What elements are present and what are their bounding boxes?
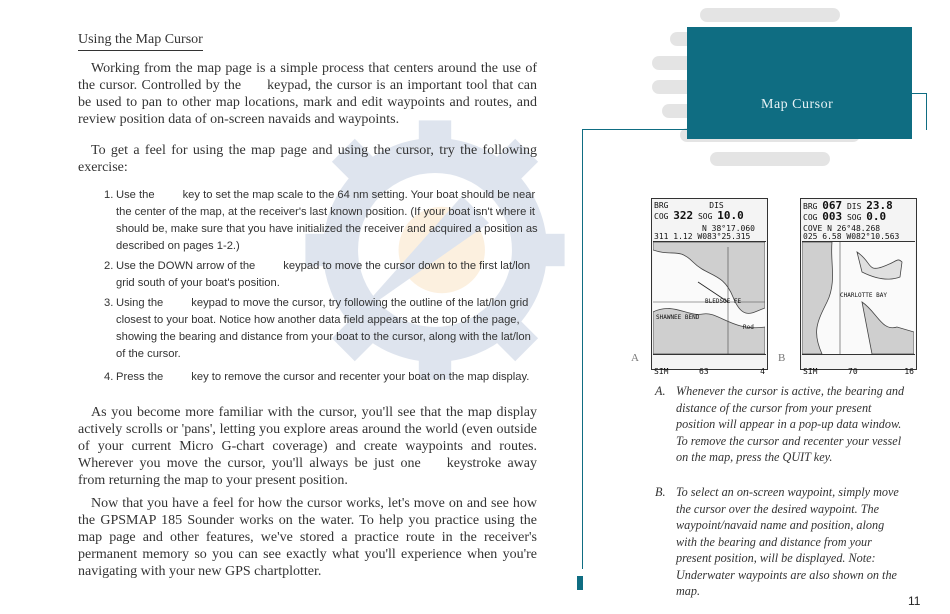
caption-b: [655, 484, 907, 600]
bracket-rule: [582, 129, 687, 130]
bracket-corner: [912, 93, 927, 130]
cog-value: 322: [673, 209, 694, 222]
step-item: [104, 258, 539, 292]
section-heading: Using the Map Cursor: [78, 32, 203, 51]
cursor-text-a: As you become more familiar with the cursor, you'll see that the map display actively scrolls or 'pans', letting you explore areas around the world (even outside of your current Micro G-chart coverage) and create waypoints and routes. Wherever you move the cursor, you'll always be just one: [78, 405, 537, 471]
step-number: 3.: [104, 297, 114, 309]
waypoint-brg: 025: [803, 232, 818, 241]
steps-list: [104, 187, 539, 389]
map-label: CHARLOTTE BAY: [840, 292, 887, 299]
sog-label: SOG: [846, 213, 862, 222]
gps-screen-b: [800, 198, 917, 376]
waypoint-dis: 6.58: [822, 232, 842, 241]
exercise-text: To get a feel for using the map page and using the cursor, try the following exercise:: [78, 143, 537, 175]
map-label: Rod: [743, 324, 754, 331]
step-number: 1.: [104, 189, 114, 201]
cursor-paragraph: [78, 404, 537, 489]
sidebar-title-box: [687, 27, 912, 139]
practice-text: Now that you have a feel for how the cursor works, let's move on and see how the GPSMAP 185 Sounder works on the water. To help you practice using the map page and other features, we've stored a practice route in the receiver's permanent memory so you can see exactly what you'll experience when you're navigating with your new GPS chartplotter.: [78, 496, 537, 579]
step-text-b: key to set the map scale to the 64 nm setting. Your boat should be near the center of the map, at the receiver's last known position. (If your boat isn't where it should be, make sure that you have initialized the receiver and acquired a position as described on pages 1-2.): [116, 189, 538, 252]
map-label: BLEDSOE FE: [705, 298, 742, 305]
brg-value: 067: [822, 199, 843, 212]
brg-label: BRG: [654, 201, 669, 210]
caption-letter: B.: [655, 485, 666, 499]
intro-text-a: Working from the map page is a simple process that centers around the use of the cursor. Controlled by the: [78, 61, 537, 93]
step-item: [104, 295, 539, 363]
practice-paragraph: [78, 495, 537, 580]
cog-label: COG: [803, 213, 818, 222]
map-view[interactable]: [802, 241, 915, 355]
step-text-b: keypad to move the cursor down to the first lat/lon grid south of your boat's position.: [116, 260, 531, 289]
lon-value: W083°25.315: [697, 232, 751, 241]
dis-value: 23.8: [866, 199, 893, 212]
step-number: 2.: [104, 260, 114, 272]
cursor-text-b: keystroke away from returning the map to your present position.: [78, 456, 537, 488]
brg-label: BRG: [803, 202, 818, 211]
caption-a: [655, 383, 907, 466]
caption-text: To select an on-screen waypoint, simply move the cursor over the desired waypoint. The waypoint/navaid name and position, along with the bearing and distance from your present position, will be displayed. Note: Underwater waypoints are also shown on the map.: [676, 485, 899, 598]
dis-label: DIS: [846, 202, 862, 211]
step-text-b: key to remove the cursor and recenter your boat on the map display.: [191, 371, 530, 383]
gps-screen-a: [651, 198, 768, 376]
intro-text-b: keypad, the cursor is an important tool that can be used to pan to other map locations, mark and edit waypoints and routes, and review position data of on-screen navaids and waypoints.: [78, 78, 537, 127]
cog-label: COG: [654, 212, 669, 221]
zoom-value: 4: [760, 367, 765, 376]
step-text-a: Press the: [116, 371, 164, 383]
lon-value: W082°10.563: [846, 232, 900, 241]
step-text-a: Use the DOWN arrow of the: [116, 260, 256, 272]
step-text-a: Using the: [116, 297, 164, 309]
step-item: [104, 187, 539, 255]
cursor-brg: 311: [654, 232, 669, 241]
cursor-dis: 1.12: [673, 232, 693, 241]
figure-label-b: B: [778, 352, 786, 364]
bracket-rule-vertical: [582, 129, 583, 569]
exercise-paragraph: [78, 142, 537, 176]
step-text-b: keypad to move the cursor, try following the outline of the lat/lon grid closest to your boat. Notice how another data field appears at the top of the page, showing the bearing and distance from your boat to the cursor, along with the lat/lon of the cursor.: [116, 297, 531, 360]
mode-label: SIM: [654, 367, 669, 376]
page-tab-marker: [577, 576, 583, 590]
map-label: SHAWNEE BEND: [656, 314, 700, 321]
sidebar-title: Map Cursor: [761, 97, 834, 112]
cog-value: 003: [822, 210, 843, 223]
sog-label: SOG: [697, 212, 713, 221]
step-number: 4.: [104, 371, 114, 383]
intro-paragraph: [78, 60, 537, 128]
mode-label: SIM: [803, 367, 818, 376]
scale-value: 70: [848, 367, 858, 376]
map-view[interactable]: [653, 241, 766, 355]
figure-label-a: A: [631, 352, 639, 364]
step-text-a: Use the: [116, 189, 155, 201]
sog-value: 0.0: [866, 210, 887, 223]
page-number: 11: [908, 594, 921, 608]
scale-value: 63: [699, 367, 709, 376]
caption-text: Whenever the cursor is active, the bearing and distance of the cursor from your present position will appear in a pop-up data window. To remove the cursor and recenter your vessel on the map, press the QUIT key.: [676, 384, 905, 464]
zoom-value: 16: [904, 367, 914, 376]
lat-value: N 38°17.060: [702, 224, 755, 233]
lat-value: N 26°48.268: [827, 224, 881, 233]
waypoint-name: COVE: [803, 224, 823, 233]
step-item: [104, 369, 539, 386]
sog-value: 10.0: [717, 209, 744, 222]
caption-letter: A.: [655, 384, 666, 398]
dis-label: DIS: [709, 201, 724, 210]
